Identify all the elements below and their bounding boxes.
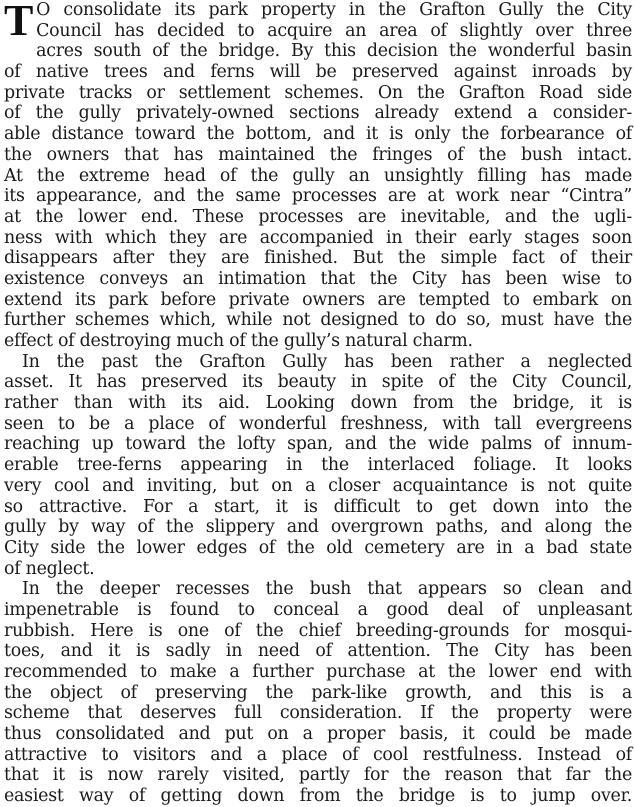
text-line: existence conveys an intimation that the City has been wise to <box>4 268 632 289</box>
text-line: reaching up toward the lofty span, and the wide palms of innum- <box>4 434 632 455</box>
paragraph-1 <box>4 0 632 352</box>
text-line: easiest way of getting down from the bridge is to jump over. <box>4 786 632 807</box>
newspaper-article <box>4 0 632 807</box>
text-line: the owners that has maintained the fringes of the bush intact. <box>4 144 632 165</box>
text-line: its appearance, and the same processes are at work near “Cintra” <box>4 186 632 207</box>
text-line: the object of preserving the park-like growth, and this is a <box>4 682 632 703</box>
text-line: disappears after they are finished. But the simple fact of their <box>4 248 632 269</box>
drop-cap: T <box>4 0 34 45</box>
text-line: able distance toward the bottom, and it is only the forbearance of <box>4 124 632 145</box>
text-line: rather than with its aid. Looking down from the bridge, it is <box>4 393 632 414</box>
text-line: private tracks or settlement schemes. On the Grafton Road side <box>4 82 632 103</box>
text-line: very cool and inviting, but on a closer acquaintance is not quite <box>4 475 632 496</box>
text-line: of neglect. <box>4 558 95 579</box>
text-line: at the lower end. These processes are inevitable, and the ugli- <box>4 206 632 227</box>
text-line: of native trees and ferns will be preserved against inroads by <box>4 62 632 83</box>
text-line: attractive to visitors and a place of cool restfulness. Instead of <box>4 744 632 765</box>
text-line: impenetrable is found to conceal a good deal of unpleasant <box>4 599 632 620</box>
paragraph-2 <box>4 352 632 580</box>
text-line: O consolidate its park property in the Grafton Gully the City <box>36 0 632 20</box>
text-line: At the extreme head of the gully an unsightly filling has made <box>4 165 632 186</box>
text-line: seen to be a place of wonderful freshness, with tall evergreens <box>4 413 632 434</box>
text-line: asset. It has preserved its beauty in spite of the City Council, <box>4 372 632 393</box>
text-line: extend its park before private owners are tempted to embark on <box>4 289 632 310</box>
text-line: effect of destroying much of the gully’s natural charm. <box>4 331 473 351</box>
text-line: gully by way of the slippery and overgrown paths, and along the <box>4 517 632 538</box>
text-line: further schemes which, while not designed to do so, must have the <box>4 310 632 331</box>
text-line: Council has decided to acquire an area of slightly over three <box>36 20 632 41</box>
text-line: In the past the Grafton Gully has been rather a neglected <box>22 351 632 372</box>
text-line: that it is now rarely visited, partly for the reason that far the <box>4 765 632 786</box>
text-line: so attractive. For a start, it is difficult to get down into the <box>4 496 632 517</box>
text-line: of the gully privately-owned sections already extend a consider- <box>4 103 632 124</box>
text-line: recommended to make a further purchase at the lower end with <box>4 662 632 682</box>
text-line: scheme that deserves full consideration. If the property were <box>4 703 632 724</box>
text-line: toes, and it is sadly in need of attention. The City has been <box>4 641 632 662</box>
paragraph-3 <box>4 579 632 807</box>
text-line: In the deeper recesses the bush that appears so clean and <box>22 579 632 600</box>
text-line: rubbish. Here is one of the chief breeding-grounds for mosqui- <box>4 620 632 641</box>
text-line: ness with which they are accompanied in their early stages soon <box>4 227 632 248</box>
text-line: erable tree-ferns appearing in the interlaced foliage. It looks <box>4 455 632 476</box>
text-line: acres south of the bridge. By this decision the wonderful basin <box>36 41 632 62</box>
text-line: thus consolidated and put on a proper basis, it could be made <box>4 724 632 745</box>
text-line: City side the lower edges of the old cemetery are in a bad state <box>4 537 632 558</box>
